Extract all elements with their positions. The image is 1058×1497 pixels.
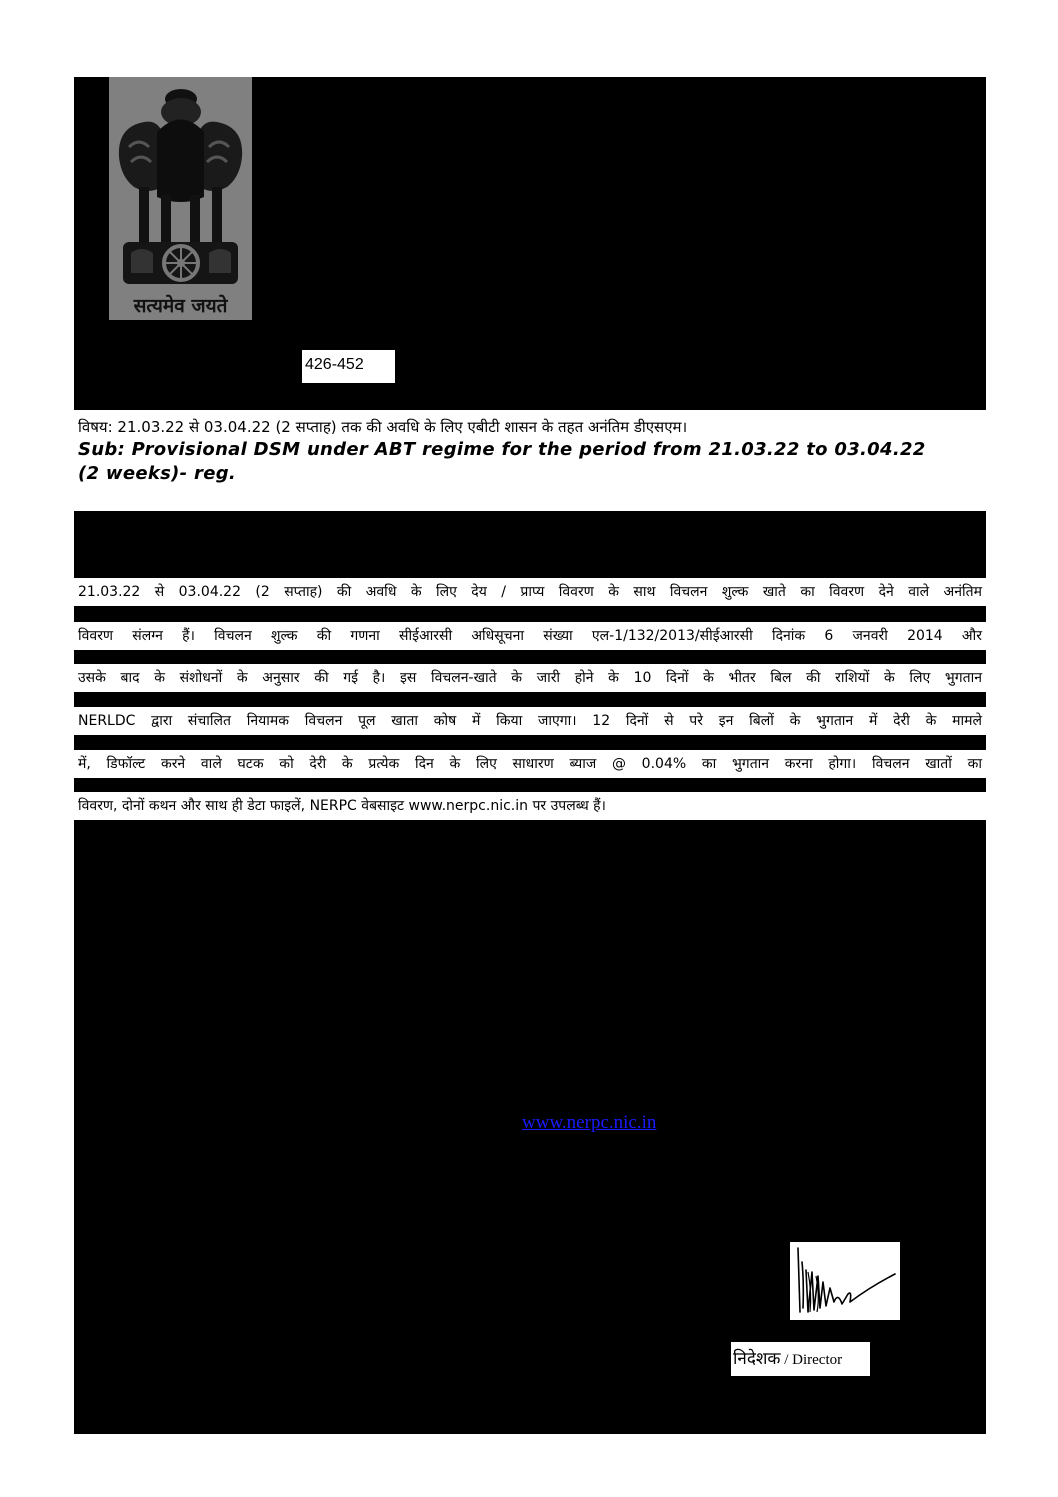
subject-english-line-2: (2 weeks)- reg. (78, 463, 237, 484)
body-paragraph-line: विवरण संलग्न हैं। विचलन शुल्क की गणना सीईआरसी अधिसूचना संख्या एल-1/132/2013/सीईआरसी दिनांक 6 जनवरी 2014 और (74, 622, 986, 650)
lion-capital-icon (109, 77, 252, 320)
director-english: / Director (780, 1352, 843, 1368)
signature-icon (790, 1242, 900, 1320)
website-link[interactable]: www.nerpc.nic.in (522, 1112, 657, 1133)
subject-section (74, 410, 986, 511)
subject-english-line-1: Sub: Provisional DSM under ABT regime for the period from 21.03.22 to 03.04.22 (78, 439, 926, 460)
director-hindi: निदेशक (733, 1349, 781, 1369)
subject-hindi: विषय: 21.03.22 से 03.04.22 (2 सप्ताह) तक की अवधि के लिए एबीटी शासन के तहत अनंतिम डीएसएम। (78, 418, 688, 436)
handwritten-signature (790, 1242, 900, 1320)
national-emblem-logo (109, 77, 252, 320)
body-paragraph-line: NERLDC द्वारा संचालित नियामक विचलन पूल खाता कोष में किया जाएगा। 12 दिनों से परे इन बिलों के भुगतान में देरी के मामले (74, 707, 986, 735)
emblem-motto: सत्यमेव जयते (133, 295, 228, 317)
director-designation (731, 1342, 870, 1376)
body-paragraph-line: विवरण, दोनों कथन और साथ ही डेटा फाइलें, NERPC वेबसाइट www.nerpc.nic.in पर उपलब्ध हैं। (74, 792, 986, 820)
body-paragraph-line: में, डिफॉल्ट करने वाले घटक को देरी के प्रत्येक दिन के लिए साधारण ब्याज @ 0.04% का भुगतान करना होगा। विचलन खातों का (74, 750, 986, 778)
body-paragraph-line: उसके बाद के संशोधनों के अनुसार की गई है। इस विचलन-खाते के जारी होने के 10 दिनों के भीतर बिल की राशियों के लिए भुगतान (74, 664, 986, 692)
body-paragraph-line: 21.03.22 से 03.04.22 (2 सप्ताह) की अवधि के लिए देय / प्राप्य विवरण के साथ विचलन शुल्क खाते का विवरण देने वाले अनंतिम (74, 578, 986, 606)
reference-number: 426-452 (302, 350, 395, 383)
